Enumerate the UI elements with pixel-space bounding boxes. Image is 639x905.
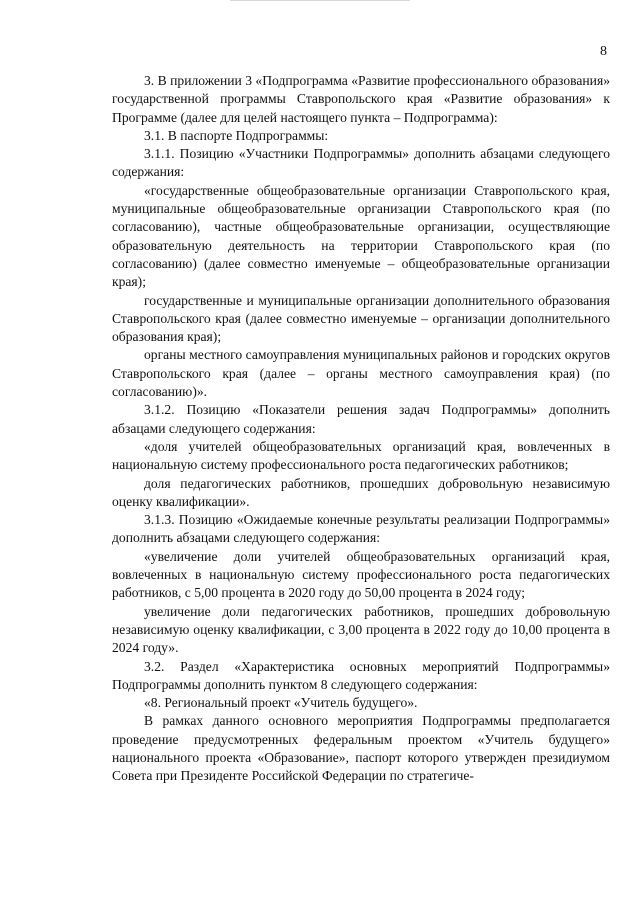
- paragraph: 3. В приложении 3 «Подпрограмма «Развитие профессионального образования» государственной программы Ставропольского края «Развитие образования» к Программе (далее для целей настоящего пункта – Подпрограмма):: [112, 73, 610, 125]
- paragraph: «увеличение доли учителей общеобразовательных организаций края, вовлеченных в национальную систему профессионального роста педагогических работников, с 5,00 процента в 2020 году до 50,00 процента в 2024 году;: [112, 548, 610, 601]
- paragraph: «8. Региональный проект «Учитель будущего».: [144, 695, 418, 711]
- paragraph: 3.1. В паспорте Подпрограммы:: [144, 127, 329, 143]
- paragraph: 3.1.1. Позицию «Участники Подпрограммы» дополнить абзацами следующего содержания:: [112, 146, 610, 180]
- scan-top-edge: [230, 0, 410, 3]
- paragraph: органы местного самоуправления муниципальных районов и городских округов Ставропольского края (далее – органы местного самоуправления края) (по согласованию)».: [112, 347, 610, 400]
- document-body: [112, 72, 610, 786]
- page-number: 8: [600, 44, 607, 59]
- paragraph: государственные и муниципальные организации дополнительного образования Ставропольского края (далее совместно именуемые – организации дополнительного образования края);: [112, 292, 610, 345]
- paragraph: 3.2. Раздел «Характеристика основных мероприятий Подпрограммы» Подпрограммы дополнить пунктом 8 следующего содержания:: [112, 658, 610, 692]
- paragraph: доля педагогических работников, прошедших добровольную независимую оценку квалификации».: [112, 475, 610, 509]
- paragraph: «доля учителей общеобразовательных организаций края, вовлеченных в национальную систему профессионального роста педагогических работников;: [112, 438, 610, 473]
- paragraph: 3.1.3. Позицию «Ожидаемые конечные результаты реализации Подпрограммы» дополнить абзацами следующего содержания:: [112, 512, 610, 546]
- paragraph: В рамках данного основного мероприятия Подпрограммы предполагается проведение предусмотренных федеральным проектом «Учитель будущего» национального проекта «Образование», паспорт которого утвержден президиумом Совета при Президенте Российской Федерации по стратегиче-: [112, 713, 610, 784]
- paragraph: увеличение доли педагогических работников, прошедших добровольную независимую оценку квалификации, с 3,00 процента в 2022 году до 10,00 процента в 2024 году».: [112, 603, 610, 656]
- paragraph: «государственные общеобразовательные организации Ставропольского края, муниципальные общеобразовательные организации Ставропольского края (по согласованию), частные общеобразовательные организации, осуществляющие образовательную деятельность на территории Ставропольского края (по согласованию) (далее совместно именуемые – общеобразовательные организации края);: [112, 182, 610, 290]
- paragraph: 3.1.2. Позицию «Показатели решения задач Подпрограммы» дополнить абзацами следующего содержания:: [112, 402, 610, 436]
